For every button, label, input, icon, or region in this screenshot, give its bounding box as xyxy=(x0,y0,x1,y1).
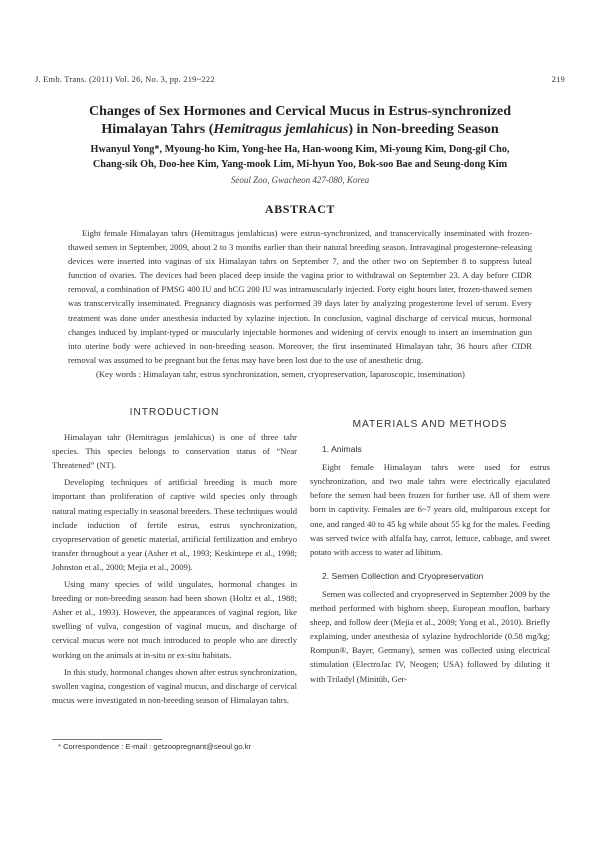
left-column xyxy=(52,402,297,710)
species-name: Hemitragus jemlahicus xyxy=(213,122,349,137)
title-line-1: Changes of Sex Hormones and Cervical Mucus in Estrus-synchronized xyxy=(88,104,512,119)
title-text: Himalayan Tahrs ( xyxy=(101,122,214,137)
journal-citation: J. Emb. Trans. (2011) Vol. 26, No. 3, pp. 219~222 xyxy=(35,74,215,84)
abstract-heading: ABSTRACT xyxy=(264,202,336,216)
abstract-body xyxy=(68,226,532,381)
intro-paragraph-3: Using many species of wild ungulates, hormonal changes in breeding or non-breeding season had been shown (Holtz et al., 1988; Asher et al., 1993). However, the appearances of vaginal region, like swelling of vulva, congestion of vaginal mucus, and discharge of cervical mucus were not much introduced to people who are directly working on the animals at in-situ or ex-situ habitats. xyxy=(52,579,297,660)
running-head xyxy=(35,74,565,84)
affiliation: Seoul Zoo, Gwacheon 427-080, Korea xyxy=(230,175,370,185)
introduction-heading: INTRODUCTION xyxy=(129,407,220,418)
intro-paragraph-1: Himalayan tahr (Hemitragus jemlahicus) is one of three tahr species. This species belongs to conservation status of “Near Threatened” (NT). xyxy=(52,432,297,471)
author-line-1: Hwanyul Yong*, Myoung-ho Kim, Yong-hee Ha, Han-woong Kim, Mi-young Kim, Dong-gil Cho, xyxy=(90,144,510,155)
semen-paragraph: Semen was collected and cryopreserved in September 2009 by the method performed with bighorn sheep, European mouflon, barbary sheep, and follow deer (Mejia et al., 2009; Yong et al., 2010). Briefly explaining, under anesthesia of xylazine hydrochloride (0.58 mg/kg; Rompun®, Bayer, Germany), semen was collected using electrical stimulation (ElectroJac IV, Neogen; USA) followed by diluting it with Triladyl (Minitüb, Ger- xyxy=(310,588,550,684)
animals-paragraph: Eight female Himalayan tahrs were used for estrus synchronization, and two male tahrs were electrically ejaculated before the semen had been frozen for further use. All of them were born in captivity. Females are 6~7 years old, multiparous except for one, and ranged 40 to 45 kg while about 55 kg for the males. Feeding was served twice with alfalfa hay, carrot, lettuce, cabbage, and sweet potato with access to water ad libitum. xyxy=(310,462,550,557)
page-number: 219 xyxy=(551,74,565,84)
methods-heading: MATERIALS AND METHODS xyxy=(352,419,508,430)
intro-paragraph-2: Developing techniques of artificial breeding is much more important than proliferation of captive wild species only through natural mating especially in seasonal breeders. These techniques would include induction of fertile estrus, estrus synchronization, cryopreservation of genetic material, artificial fertilization and embryo transfer throughout a year (Asher et al., 1993; Keskintepe et al., 1998; Johnston et al., 2000; Mejia et al., 2009). xyxy=(52,477,297,572)
footnote-divider xyxy=(52,739,162,740)
keywords: (Key words : Himalayan tahr, estrus synchronization, semen, cryopreservation, laparoscopic, insemination) xyxy=(96,368,465,379)
title-line-2 xyxy=(40,121,560,139)
animals-subheading: 1. Animals xyxy=(322,444,362,455)
intro-paragraph-4: In this study, hormonal changes shown after estrus synchronization, swollen vagina, congestion of vaginal mucus, and discharge of cervical mucus were investigated in non-breeding season of Himalayan tahrs. xyxy=(52,666,297,705)
abstract-paragraph: Eight female Himalayan tahrs (Hemitragus jemlahicus) were estrus-synchronized, and transcervically inseminated with frozen-thawed semen in September, 2009, about 2 to 3 months earlier than their natural breeding season. Intravaginal progesterone-releasing devices were inserted into vaginas of six Himalayan tahrs on September 7, and the other two on September 8 to suppress luteal function of ovaries. The devices had been placed deep inside the vagina prior to withdrawal on September 23. A day before CIDR removal, a combination of PMSG 400 IU and hCG 200 IU was intramuscularly injected. Forty eight hours later, frozen-thawed semen was transcervically inseminated. Pregnancy diagnosis was performed 39 days later by analyzing progesterone level of serum. Every treatment was done under anesthesia inducted by xylazine injection. In conclusion, vaginal discharge of cervical mucus, hormonal changes induced by implant-typed or muscularly injectable hormones and widening of cervix enough to insert an insemination gun into uterine body were achieved in non-breeding season. Moreover, the first inseminated Himalayan tahr, 36 hours after CIDR removal was assumed to be pregnant but the fetus may have been lost due to the use of anesthetic drug. xyxy=(68,228,532,365)
title-text: ) in Non-breeding Season xyxy=(348,122,499,137)
author-line-2: Chang-sik Oh, Doo-hee Kim, Yang-mook Lim, Mi-hyun Yoo, Bok-soo Bae and Seung-dong Kim xyxy=(92,158,508,170)
semen-subheading: 2. Semen Collection and Cryopreservation xyxy=(322,570,484,581)
correspondence-footnote: * Correspondence : E-mail : getzoopregnant@seoul.go.kr xyxy=(58,742,252,751)
right-column xyxy=(310,402,550,689)
author-list xyxy=(50,143,550,172)
paper-title xyxy=(40,103,560,139)
